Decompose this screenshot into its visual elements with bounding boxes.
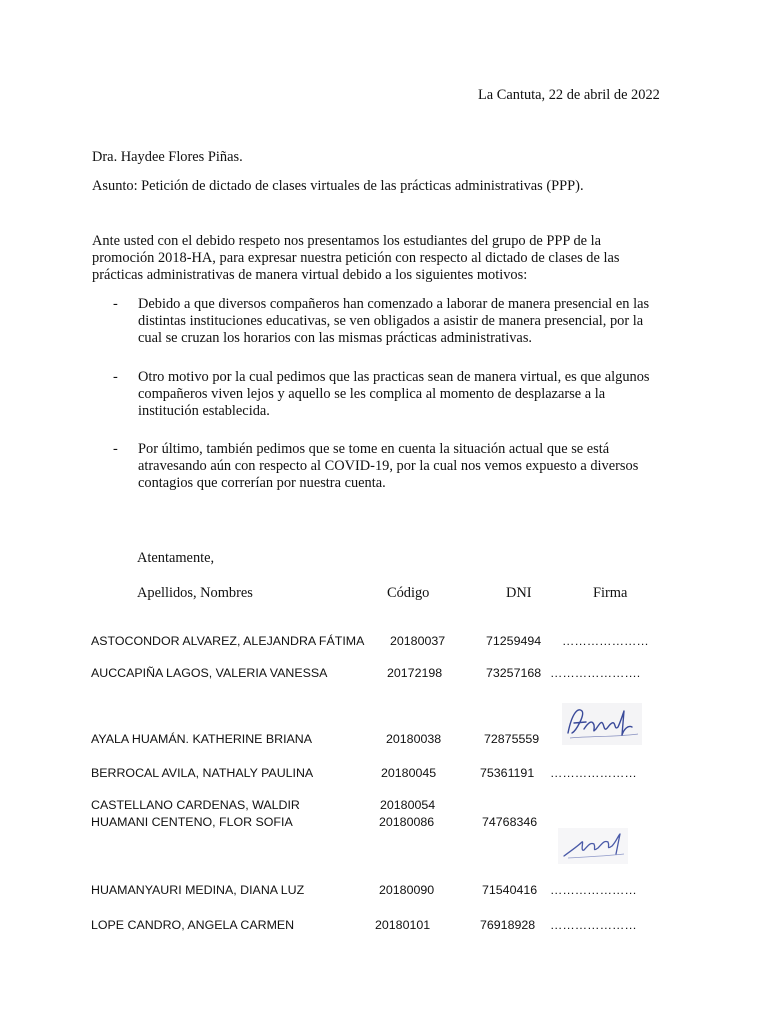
student-dni: 71259494 [486, 634, 542, 648]
bullet-line: institución establecida. [138, 403, 270, 419]
recipient: Dra. Haydee Flores Piñas. [92, 149, 243, 165]
student-name: BERROCAL AVILA, NATHALY PAULINA [91, 766, 314, 780]
student-dni: 72875559 [484, 732, 540, 746]
header-name: Apellidos, Nombres [137, 585, 253, 601]
student-dni: 71540416 [482, 883, 538, 897]
student-dni: 76918928 [480, 918, 536, 932]
student-code: 20172198 [387, 666, 443, 680]
student-code: 20180038 [386, 732, 442, 746]
student-name: AYALA HUAMÁN. KATHERINE BRIANA [91, 732, 313, 746]
header-code: Código [387, 585, 430, 601]
student-name: HUAMANI CENTENO, FLOR SOFIA [91, 815, 293, 829]
signature-blank: ………………… [550, 918, 637, 932]
signature-blank: ………………… [550, 883, 637, 897]
bullet-line: Otro motivo por la cual pedimos que las practicas sean de manera virtual, es que algunos [138, 369, 650, 385]
signature-blank: ………………… [550, 766, 637, 780]
student-code: 20180045 [381, 766, 437, 780]
place-date: La Cantuta, 22 de abril de 2022 [478, 87, 660, 103]
handwritten-signature [562, 703, 642, 745]
student-dni: 75361191 [480, 766, 535, 780]
student-code: 20180037 [390, 634, 446, 648]
bullet-line: contagios que correrían por nuestra cuenta. [138, 475, 386, 491]
student-name: ASTOCONDOR ALVAREZ, ALEJANDRA FÁTIMA [91, 634, 365, 648]
student-dni: 73257168 [486, 666, 542, 680]
student-code: 20180086 [379, 815, 435, 829]
intro-paragraph [92, 233, 632, 284]
bullet-marker: - [113, 296, 118, 312]
bullet-item [138, 296, 658, 347]
bullet-line: cual se cruzan los horarios con las mismas prácticas administrativas. [138, 330, 533, 346]
bullet-item [138, 369, 658, 420]
bullet-line: distintas instituciones educativas, se ven obligados a asistir de manera presencial, por la [138, 313, 644, 329]
intro-line: prácticas administrativas de manera virtual debido a los siguientes motivos: [92, 267, 528, 283]
student-dni: 74768346 [482, 815, 538, 829]
bullet-marker: - [113, 369, 118, 385]
bullet-line: atravesando aún con respecto al COVID-19, por la cual nos vemos expuesto a diversos [138, 458, 639, 474]
closing: Atentamente, [137, 550, 215, 566]
student-name: HUAMANYAURI MEDINA, DIANA LUZ [91, 883, 305, 897]
student-code: 20180101 [375, 918, 431, 932]
bullet-marker: - [113, 441, 118, 457]
student-name: LOPE CANDRO, ANGELA CARMEN [91, 918, 295, 932]
student-code: 20180090 [379, 883, 435, 897]
header-signature: Firma [593, 585, 628, 601]
intro-line: Ante usted con el debido respeto nos presentamos los estudiantes del grupo de PPP de la [92, 233, 602, 249]
student-code: 20180054 [380, 798, 436, 812]
header-dni: DNI [506, 585, 532, 601]
bullet-line: Debido a que diversos compañeros han comenzado a laborar de manera presencial en las [138, 296, 650, 312]
student-name: CASTELLANO CARDENAS, WALDIR [91, 798, 300, 812]
handwritten-signature [558, 828, 628, 864]
student-name: AUCCAPIÑA LAGOS, VALERIA VANESSA [91, 666, 328, 680]
subject-line: Asunto: Petición de dictado de clases virtuales de las prácticas administrativas (PPP). [92, 178, 584, 194]
bullet-item [138, 441, 658, 492]
bullet-line: Por último, también pedimos que se tome en cuenta la situación actual que se está [138, 441, 610, 457]
intro-line: promoción 2018-HA, para expresar nuestra petición con respecto al dictado de clases de las [92, 250, 620, 266]
bullet-line: compañeros viven lejos y aquello se les complica al momento de desplazarse a la [138, 386, 606, 402]
signature-blank: …………………. [550, 666, 641, 680]
signature-blank: ………………… [562, 634, 649, 648]
